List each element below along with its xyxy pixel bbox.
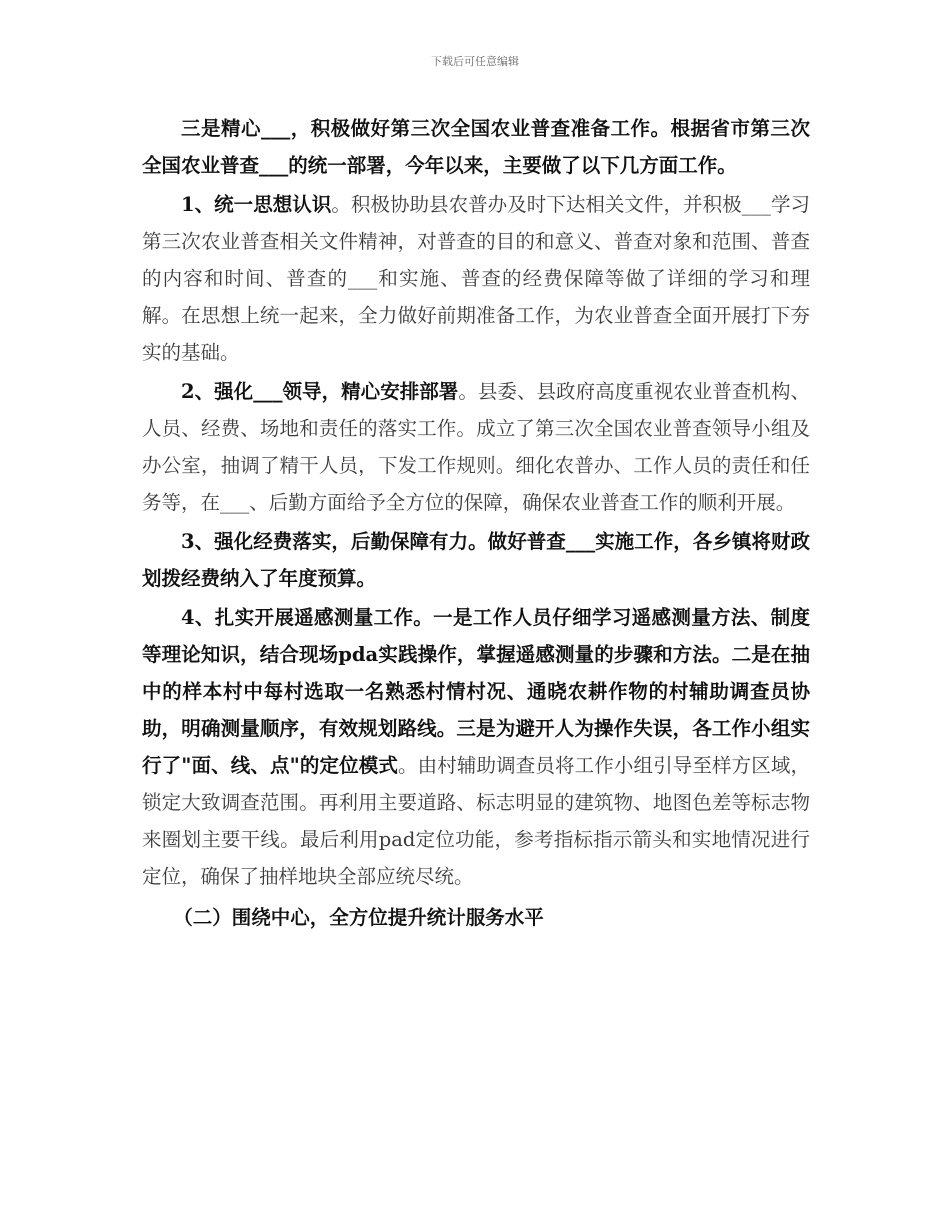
item-4-bold: 4、扎实开展遥感测量工作。一是工作人员仔细学习遥感测量方法、制度等理论知识，结合现场pda实践操作，掌握遥感测量的步骤和方法。二是在抽中的样本村中每村选取一名熟悉村情村况、通晓农耕作物的村辅助调查员协助，明确测量顺序，有效规划路线。三是为避开人为操作失误，各工作小组实行了"面、线、点"的定位模式 <box>142 606 810 777</box>
paragraph-item-3: 3、强化经费落实，后勤保障有力。做好普查___实施工作，各乡镇将财政划拨经费纳入了年度预算。 <box>142 530 810 590</box>
item-4-text: 。由村辅助调查员将工作小组引导至样方区域，锁定大致调查范围。再利用主要道路、标志明显的建筑物、地图色差等标志物来圈划主要干线。最后利用pad定位功能，参考指标指示箭头和实地情况进行定位，确保了抽样地块全部应统尽统。 <box>142 754 810 888</box>
paragraph-item-4 <box>142 599 810 895</box>
section-heading: （二）围绕中心，全方位提升统计服务水平 <box>173 906 544 929</box>
item-2-title: 2、强化___领导，精心安排部署 <box>181 380 459 403</box>
page-header: 下载后可任意编辑 <box>431 55 519 68</box>
paragraph-intro: 三是精心___，积极做好第三次全国农业普查准备工作。根据省市第三次全国农业普查___的统一部署，今年以来，主要做了以下几方面工作。 <box>142 117 810 177</box>
item-2-text: 。县委、县政府高度重视农业普查机构、人员、经费、场地和责任的落实工作。成立了第三次全国农业普查领导小组及办公室，抽调了精干人员，下发工作规则。细化农普办、工作人员的责任和任务等，在___、后勤方面给予全方位的保障，确保农业普查工作的顺利开展。 <box>142 380 810 514</box>
item-1-text: 。积极协助县农普办及时下达相关文件，并积极___学习第三次农业普查相关文件精神，对普查的目的和意义、普查对象和范围、普查的内容和时间、普查的___和实施、普查的经费保障等做了详细的学习和理解。在思想上统一起来，全力做好前期准备工作，为农业普查全面开展打下夯实的基础。 <box>142 193 810 364</box>
item-1-title: 1、统一思想认识 <box>181 193 332 216</box>
paragraph-item-2 <box>142 373 810 521</box>
paragraph-item-1 <box>142 186 810 371</box>
document-body <box>142 110 810 936</box>
